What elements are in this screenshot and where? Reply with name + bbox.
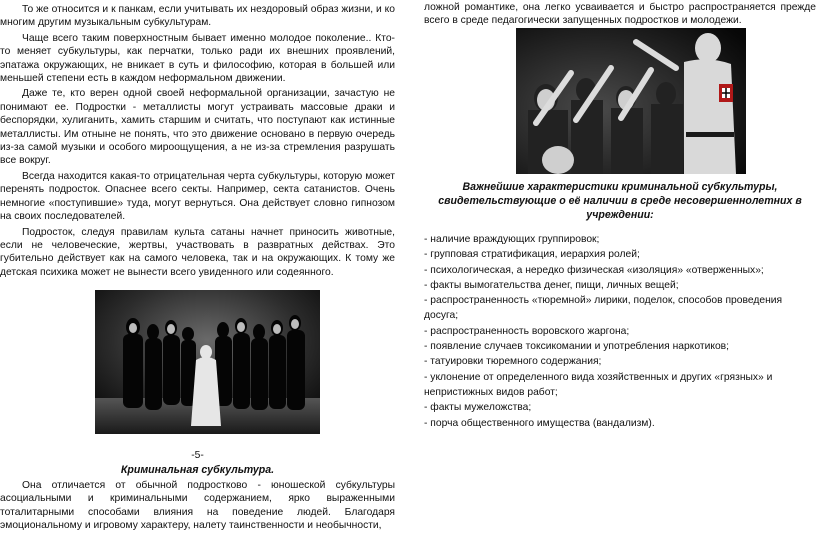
list-item: - порча общественного имущества (вандализм).	[424, 417, 655, 429]
section-title: Криминальная субкультура.	[120, 464, 275, 476]
page-number: -5-	[191, 450, 204, 461]
paragraph: То же относится и к панкам, если учитывать их нездоровый образ жизни, и ко многим другим музыкальным субкультурам.	[0, 4, 395, 29]
characteristics-heading: Важнейшие характеристики криминальной субкультуры, свидетельствующие о её наличии в среде несовершеннолетних в учреждении:	[438, 181, 802, 221]
paragraph: Даже те, кто верен одной своей неформальной организации, зачастую не понимают ее. Подростки - металлисты могут устраивать массовые драки и беспорядки, хулиганить, хамить старшим и считать, что поступают как истинные металлисты. Им отныне не понять, что это движение основано в первую очередь из-за самой музыки и особого мироощущения, а не из-за стремления разрушать все вокруг.	[0, 88, 395, 167]
list-item: - групповая стратификация, иерархия ролей;	[424, 249, 640, 261]
list-item: - уклонение от определенного вида хозяйственных и других «грязных» и непристижных видов работ;	[424, 371, 773, 398]
paragraph: Подросток, следуя правилам культа сатаны начнет приносить животные, если не человеческие, жертвы, участвовать в развратных действах. Это губительно действует как на самого человека, так и на окружающих. К тому же детская психика может не вынести всего увиденного или содеянного.	[0, 226, 395, 278]
list-item: - распространенность воровского жаргона;	[424, 325, 630, 337]
list-item: - факты вымогательства денег, пищи, личных вещей;	[424, 279, 679, 291]
gothic-group-photo	[95, 290, 320, 434]
left-text-block	[0, 3, 395, 279]
section-intro: Она отличается от обычной подростково - юношеской субкультуры асоциальными и криминальными содержанием, ярко выраженными тоталитарными способами влияния на поведение людей. Благодаря эмоциональному и игровому характеру, налету таинственности и необычности,	[0, 480, 395, 532]
list-item: - психологическая, а нередко физическая «изоляция» «отверженных»;	[424, 264, 764, 276]
list-item: - появление случаев токсикомании и употребления наркотиков;	[424, 341, 730, 353]
list-item: - факты мужеложства;	[424, 402, 532, 414]
list-item: - наличие враждующих группировок;	[424, 234, 600, 245]
list-item: - распространенность «тюремной» лирики, поделок, способов проведения досуга;	[424, 295, 783, 322]
skinhead-rally-photo	[516, 28, 746, 174]
characteristics-list	[424, 232, 816, 431]
paragraph: Чаще всего таким поверхностным бывает именно молодое поколение.. Кто-то меняет субкультуры, как перчатки, только ради их внешних проявлений, эпатажа окружающих, не вникает в суть и философию, которая в большей или меньшей степени есть в каждом неформальном движении.	[0, 32, 395, 85]
paragraph: Всегда находится какая-то отрицательная черта субкультуры, которую может перенять подросток. Опаснее всего секты. Например, секта сатанистов. Очень немногие «поступившие» туда, могут вернуться. Она действует словно гипнозом на своих последователей.	[0, 170, 395, 223]
characteristics-section	[424, 180, 816, 431]
continuation-text: ложной романтикe, она легко усваивается и быстро распространяется прежде всего в среде педагогически запущенных подростков и молодежи.	[424, 2, 816, 27]
criminal-subculture-section	[0, 463, 395, 533]
list-item: - татуировки тюремного содержания;	[424, 356, 602, 368]
